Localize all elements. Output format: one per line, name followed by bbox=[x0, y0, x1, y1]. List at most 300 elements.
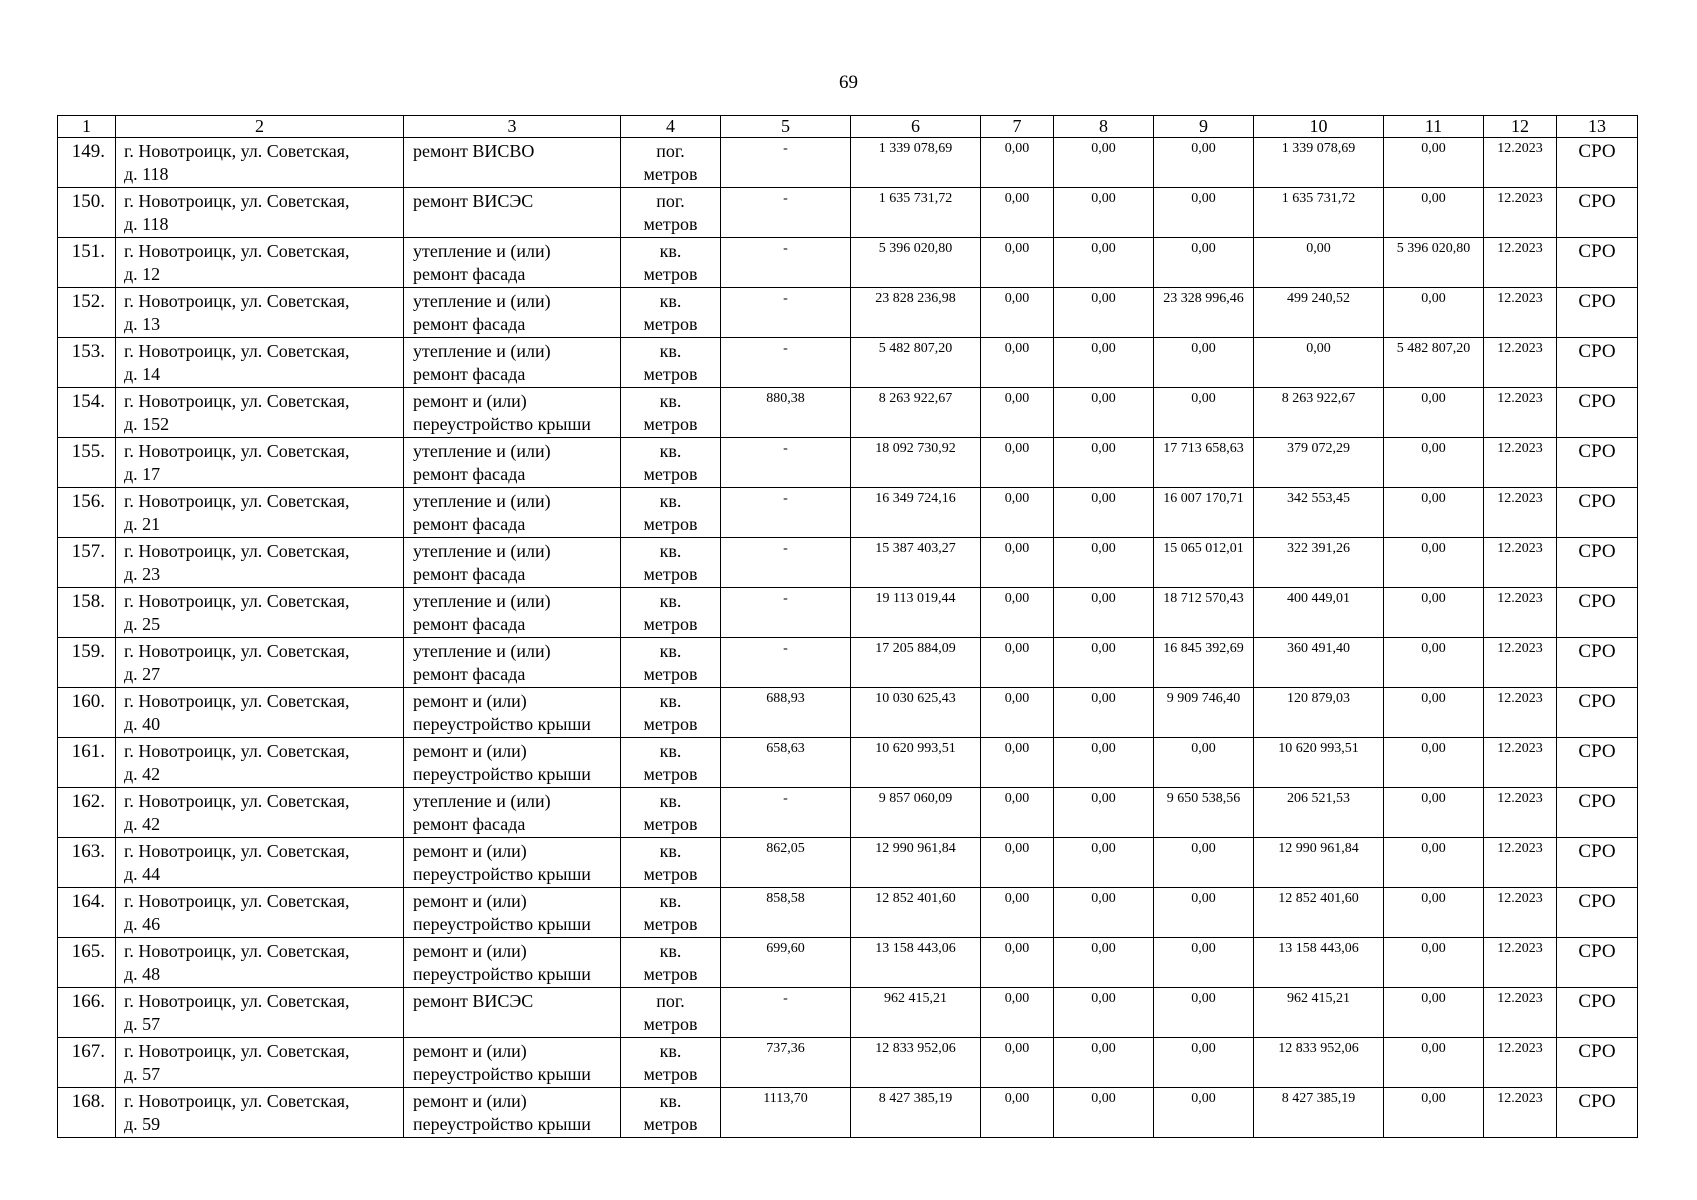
regional-cell: 0,00 bbox=[1154, 988, 1254, 1038]
total-cost-cell: 5 396 020,80 bbox=[851, 238, 981, 288]
federal-cell: 0,00 bbox=[1054, 588, 1154, 638]
unit-line: кв. bbox=[659, 291, 682, 311]
federal-cell: 0,00 bbox=[1054, 838, 1154, 888]
method-cell: СРО bbox=[1557, 588, 1638, 638]
address-line: г. Новотроицк, ул. Советская, bbox=[124, 991, 350, 1011]
method-cell: СРО bbox=[1557, 388, 1638, 438]
fund-cell: 0,00 bbox=[981, 338, 1054, 388]
work-type-line: ремонт фасада bbox=[413, 264, 526, 284]
owners-cell: 5 396 020,80 bbox=[1384, 238, 1484, 288]
unit-line: метров bbox=[643, 864, 698, 884]
unit-line: метров bbox=[643, 764, 698, 784]
address-line: д. 152 bbox=[124, 414, 170, 434]
address-line: г. Новотроицк, ул. Советская, bbox=[124, 541, 350, 561]
federal-cell: 0,00 bbox=[1054, 988, 1154, 1038]
work-type-line: ремонт фасада bbox=[413, 464, 526, 484]
table-row bbox=[58, 388, 1638, 438]
work-type-line: ремонт фасада bbox=[413, 314, 526, 334]
work-type-line: ремонт фасада bbox=[413, 814, 526, 834]
column-header: 10 bbox=[1254, 116, 1384, 138]
unit-line: кв. bbox=[659, 891, 682, 911]
address-cell bbox=[116, 138, 404, 188]
method-cell: СРО bbox=[1557, 138, 1638, 188]
method-cell: СРО bbox=[1557, 188, 1638, 238]
federal-cell: 0,00 bbox=[1054, 388, 1154, 438]
work-type-line: ремонт фасада bbox=[413, 364, 526, 384]
work-type-line: ремонт и (или) bbox=[413, 1041, 527, 1061]
work-type-cell bbox=[404, 388, 621, 438]
completion-date-cell: 12.2023 bbox=[1484, 988, 1557, 1038]
unit-line: метров bbox=[643, 614, 698, 634]
table-row bbox=[58, 238, 1638, 288]
work-type-line: переустройство крыши bbox=[413, 1064, 591, 1084]
volume-cell: - bbox=[721, 488, 851, 538]
address-line: г. Новотроицк, ул. Советская, bbox=[124, 841, 350, 861]
local-cell: 12 852 401,60 bbox=[1254, 888, 1384, 938]
unit-line: метров bbox=[643, 264, 698, 284]
work-type-line: переустройство крыши bbox=[413, 864, 591, 884]
unit-cell bbox=[621, 1038, 721, 1088]
unit-line: кв. bbox=[659, 1091, 682, 1111]
column-header: 5 bbox=[721, 116, 851, 138]
table-row bbox=[58, 1038, 1638, 1088]
method-cell: СРО bbox=[1557, 1038, 1638, 1088]
method-cell: СРО bbox=[1557, 838, 1638, 888]
unit-line: метров bbox=[643, 364, 698, 384]
regional-cell: 17 713 658,63 bbox=[1154, 438, 1254, 488]
local-cell: 379 072,29 bbox=[1254, 438, 1384, 488]
address-line: г. Новотроицк, ул. Советская, bbox=[124, 941, 350, 961]
owners-cell: 0,00 bbox=[1384, 688, 1484, 738]
unit-cell bbox=[621, 388, 721, 438]
regional-cell: 16 007 170,71 bbox=[1154, 488, 1254, 538]
total-cost-cell: 5 482 807,20 bbox=[851, 338, 981, 388]
federal-cell: 0,00 bbox=[1054, 688, 1154, 738]
unit-line: кв. bbox=[659, 841, 682, 861]
unit-cell bbox=[621, 1088, 721, 1138]
work-type-line: утепление и (или) bbox=[413, 541, 551, 561]
address-line: д. 44 bbox=[124, 864, 161, 884]
address-cell bbox=[116, 638, 404, 688]
owners-cell: 0,00 bbox=[1384, 488, 1484, 538]
completion-date-cell: 12.2023 bbox=[1484, 438, 1557, 488]
work-type-line: переустройство крыши bbox=[413, 914, 591, 934]
federal-cell: 0,00 bbox=[1054, 538, 1154, 588]
fund-cell: 0,00 bbox=[981, 938, 1054, 988]
method-cell: СРО bbox=[1557, 888, 1638, 938]
address-line: г. Новотроицк, ул. Советская, bbox=[124, 491, 350, 511]
unit-cell bbox=[621, 688, 721, 738]
address-line: г. Новотроицк, ул. Советская, bbox=[124, 241, 350, 261]
regional-cell: 0,00 bbox=[1154, 388, 1254, 438]
work-type-cell bbox=[404, 1088, 621, 1138]
table-row bbox=[58, 788, 1638, 838]
fund-cell: 0,00 bbox=[981, 588, 1054, 638]
owners-cell: 0,00 bbox=[1384, 738, 1484, 788]
column-header: 13 bbox=[1557, 116, 1638, 138]
unit-line: кв. bbox=[659, 941, 682, 961]
completion-date-cell: 12.2023 bbox=[1484, 288, 1557, 338]
table-row bbox=[58, 488, 1638, 538]
total-cost-cell: 9 857 060,09 bbox=[851, 788, 981, 838]
address-line: г. Новотроицк, ул. Советская, bbox=[124, 1041, 350, 1061]
work-type-cell bbox=[404, 238, 621, 288]
total-cost-cell: 10 620 993,51 bbox=[851, 738, 981, 788]
work-type-cell bbox=[404, 788, 621, 838]
row-number-cell: 152. bbox=[58, 288, 116, 338]
address-line: г. Новотроицк, ул. Советская, bbox=[124, 141, 350, 161]
total-cost-cell: 1 339 078,69 bbox=[851, 138, 981, 188]
work-type-line: утепление и (или) bbox=[413, 591, 551, 611]
federal-cell: 0,00 bbox=[1054, 1088, 1154, 1138]
work-type-cell bbox=[404, 888, 621, 938]
owners-cell: 0,00 bbox=[1384, 1088, 1484, 1138]
local-cell: 8 263 922,67 bbox=[1254, 388, 1384, 438]
owners-cell: 0,00 bbox=[1384, 888, 1484, 938]
work-type-line bbox=[413, 1013, 620, 1035]
method-cell: СРО bbox=[1557, 688, 1638, 738]
address-line: г. Новотроицк, ул. Советская, bbox=[124, 441, 350, 461]
unit-line: метров bbox=[643, 164, 698, 184]
row-number-cell: 158. bbox=[58, 588, 116, 638]
table-row bbox=[58, 188, 1638, 238]
total-cost-cell: 17 205 884,09 bbox=[851, 638, 981, 688]
fund-cell: 0,00 bbox=[981, 988, 1054, 1038]
volume-cell: - bbox=[721, 988, 851, 1038]
total-cost-cell: 18 092 730,92 bbox=[851, 438, 981, 488]
local-cell: 8 427 385,19 bbox=[1254, 1088, 1384, 1138]
owners-cell: 0,00 bbox=[1384, 588, 1484, 638]
regional-cell: 0,00 bbox=[1154, 938, 1254, 988]
completion-date-cell: 12.2023 bbox=[1484, 238, 1557, 288]
column-header: 3 bbox=[404, 116, 621, 138]
owners-cell: 0,00 bbox=[1384, 438, 1484, 488]
row-number-cell: 153. bbox=[58, 338, 116, 388]
address-line: д. 57 bbox=[124, 1064, 161, 1084]
owners-cell: 0,00 bbox=[1384, 188, 1484, 238]
unit-line: пог. bbox=[656, 991, 685, 1011]
fund-cell: 0,00 bbox=[981, 288, 1054, 338]
work-type-cell bbox=[404, 738, 621, 788]
unit-line: метров bbox=[643, 314, 698, 334]
owners-cell: 0,00 bbox=[1384, 288, 1484, 338]
unit-cell bbox=[621, 738, 721, 788]
completion-date-cell: 12.2023 bbox=[1484, 688, 1557, 738]
total-cost-cell: 8 263 922,67 bbox=[851, 388, 981, 438]
address-line: д. 21 bbox=[124, 514, 161, 534]
work-type-line: ремонт и (или) bbox=[413, 891, 527, 911]
work-type-cell bbox=[404, 938, 621, 988]
fund-cell: 0,00 bbox=[981, 838, 1054, 888]
unit-line: кв. bbox=[659, 541, 682, 561]
volume-cell: 858,58 bbox=[721, 888, 851, 938]
work-type-line: переустройство крыши bbox=[413, 964, 591, 984]
total-cost-cell: 19 113 019,44 bbox=[851, 588, 981, 638]
work-type-line: ремонт и (или) bbox=[413, 1091, 527, 1111]
work-type-line: утепление и (или) bbox=[413, 241, 551, 261]
table-row bbox=[58, 638, 1638, 688]
total-cost-cell: 16 349 724,16 bbox=[851, 488, 981, 538]
address-line: д. 118 bbox=[124, 214, 169, 234]
completion-date-cell: 12.2023 bbox=[1484, 488, 1557, 538]
owners-cell: 5 482 807,20 bbox=[1384, 338, 1484, 388]
regional-cell: 15 065 012,01 bbox=[1154, 538, 1254, 588]
work-type-cell bbox=[404, 488, 621, 538]
address-cell bbox=[116, 188, 404, 238]
completion-date-cell: 12.2023 bbox=[1484, 138, 1557, 188]
fund-cell: 0,00 bbox=[981, 438, 1054, 488]
row-number-cell: 149. bbox=[58, 138, 116, 188]
completion-date-cell: 12.2023 bbox=[1484, 788, 1557, 838]
volume-cell: - bbox=[721, 538, 851, 588]
federal-cell: 0,00 bbox=[1054, 188, 1154, 238]
regional-cell: 9 909 746,40 bbox=[1154, 688, 1254, 738]
federal-cell: 0,00 bbox=[1054, 338, 1154, 388]
work-type-line: ремонт фасада bbox=[413, 664, 526, 684]
column-header: 6 bbox=[851, 116, 981, 138]
completion-date-cell: 12.2023 bbox=[1484, 188, 1557, 238]
address-line: д. 27 bbox=[124, 664, 161, 684]
volume-cell: 688,93 bbox=[721, 688, 851, 738]
work-type-cell bbox=[404, 338, 621, 388]
local-cell: 0,00 bbox=[1254, 238, 1384, 288]
work-type-cell bbox=[404, 688, 621, 738]
address-cell bbox=[116, 238, 404, 288]
unit-line: кв. bbox=[659, 791, 682, 811]
work-type-cell bbox=[404, 538, 621, 588]
unit-line: метров bbox=[643, 714, 698, 734]
work-type-line: утепление и (или) bbox=[413, 341, 551, 361]
method-cell: СРО bbox=[1557, 938, 1638, 988]
address-line: г. Новотроицк, ул. Советская, bbox=[124, 791, 350, 811]
unit-line: кв. bbox=[659, 341, 682, 361]
regional-cell: 9 650 538,56 bbox=[1154, 788, 1254, 838]
volume-cell: - bbox=[721, 138, 851, 188]
method-cell: СРО bbox=[1557, 488, 1638, 538]
owners-cell: 0,00 bbox=[1384, 838, 1484, 888]
row-number-cell: 151. bbox=[58, 238, 116, 288]
unit-line: метров bbox=[643, 1014, 698, 1034]
owners-cell: 0,00 bbox=[1384, 988, 1484, 1038]
address-cell bbox=[116, 538, 404, 588]
row-number-cell: 156. bbox=[58, 488, 116, 538]
local-cell: 12 833 952,06 bbox=[1254, 1038, 1384, 1088]
unit-cell bbox=[621, 788, 721, 838]
volume-cell: 862,05 bbox=[721, 838, 851, 888]
local-cell: 0,00 bbox=[1254, 338, 1384, 388]
completion-date-cell: 12.2023 bbox=[1484, 588, 1557, 638]
row-number-cell: 163. bbox=[58, 838, 116, 888]
table-row bbox=[58, 738, 1638, 788]
completion-date-cell: 12.2023 bbox=[1484, 538, 1557, 588]
fund-cell: 0,00 bbox=[981, 638, 1054, 688]
address-line: г. Новотроицк, ул. Советская, bbox=[124, 191, 350, 211]
volume-cell: 699,60 bbox=[721, 938, 851, 988]
volume-cell: 1113,70 bbox=[721, 1088, 851, 1138]
completion-date-cell: 12.2023 bbox=[1484, 388, 1557, 438]
column-header: 12 bbox=[1484, 116, 1557, 138]
work-type-cell bbox=[404, 838, 621, 888]
column-header: 1 bbox=[58, 116, 116, 138]
column-header: 4 bbox=[621, 116, 721, 138]
fund-cell: 0,00 bbox=[981, 888, 1054, 938]
volume-cell: - bbox=[721, 188, 851, 238]
regional-cell: 0,00 bbox=[1154, 338, 1254, 388]
address-cell bbox=[116, 488, 404, 538]
fund-cell: 0,00 bbox=[981, 188, 1054, 238]
unit-cell bbox=[621, 588, 721, 638]
method-cell: СРО bbox=[1557, 638, 1638, 688]
work-type-line: утепление и (или) bbox=[413, 791, 551, 811]
volume-cell: - bbox=[721, 588, 851, 638]
work-type-cell bbox=[404, 288, 621, 338]
unit-line: метров bbox=[643, 564, 698, 584]
table-row bbox=[58, 938, 1638, 988]
unit-cell bbox=[621, 888, 721, 938]
total-cost-cell: 12 852 401,60 bbox=[851, 888, 981, 938]
fund-cell: 0,00 bbox=[981, 1088, 1054, 1138]
regional-cell: 16 845 392,69 bbox=[1154, 638, 1254, 688]
volume-cell: - bbox=[721, 438, 851, 488]
unit-cell bbox=[621, 838, 721, 888]
method-cell: СРО bbox=[1557, 1088, 1638, 1138]
unit-cell bbox=[621, 288, 721, 338]
table-header-row bbox=[58, 116, 1638, 138]
unit-line: кв. bbox=[659, 241, 682, 261]
column-header: 8 bbox=[1054, 116, 1154, 138]
unit-cell bbox=[621, 238, 721, 288]
work-type-line bbox=[413, 213, 620, 235]
address-cell bbox=[116, 588, 404, 638]
method-cell: СРО bbox=[1557, 788, 1638, 838]
unit-line: метров bbox=[643, 414, 698, 434]
fund-cell: 0,00 bbox=[981, 1038, 1054, 1088]
address-cell bbox=[116, 1088, 404, 1138]
address-line: д. 42 bbox=[124, 814, 161, 834]
address-line: д. 48 bbox=[124, 964, 161, 984]
row-number-cell: 150. bbox=[58, 188, 116, 238]
owners-cell: 0,00 bbox=[1384, 388, 1484, 438]
total-cost-cell: 15 387 403,27 bbox=[851, 538, 981, 588]
unit-cell bbox=[621, 538, 721, 588]
local-cell: 499 240,52 bbox=[1254, 288, 1384, 338]
total-cost-cell: 12 833 952,06 bbox=[851, 1038, 981, 1088]
local-cell: 12 990 961,84 bbox=[1254, 838, 1384, 888]
work-type-line: ремонт и (или) bbox=[413, 741, 527, 761]
method-cell: СРО bbox=[1557, 538, 1638, 588]
method-cell: СРО bbox=[1557, 288, 1638, 338]
total-cost-cell: 13 158 443,06 bbox=[851, 938, 981, 988]
fund-cell: 0,00 bbox=[981, 538, 1054, 588]
owners-cell: 0,00 bbox=[1384, 938, 1484, 988]
method-cell: СРО bbox=[1557, 438, 1638, 488]
method-cell: СРО bbox=[1557, 738, 1638, 788]
work-type-line: переустройство крыши bbox=[413, 1114, 591, 1134]
total-cost-cell: 1 635 731,72 bbox=[851, 188, 981, 238]
unit-line: метров bbox=[643, 1064, 698, 1084]
row-number-cell: 166. bbox=[58, 988, 116, 1038]
address-line: д. 25 bbox=[124, 614, 161, 634]
fund-cell: 0,00 bbox=[981, 388, 1054, 438]
owners-cell: 0,00 bbox=[1384, 138, 1484, 188]
total-cost-cell: 10 030 625,43 bbox=[851, 688, 981, 738]
owners-cell: 0,00 bbox=[1384, 1038, 1484, 1088]
federal-cell: 0,00 bbox=[1054, 938, 1154, 988]
address-cell bbox=[116, 688, 404, 738]
work-type-line: утепление и (или) bbox=[413, 291, 551, 311]
work-type-cell bbox=[404, 188, 621, 238]
federal-cell: 0,00 bbox=[1054, 638, 1154, 688]
federal-cell: 0,00 bbox=[1054, 488, 1154, 538]
local-cell: 962 415,21 bbox=[1254, 988, 1384, 1038]
row-number-cell: 162. bbox=[58, 788, 116, 838]
work-type-line: ремонт фасада bbox=[413, 564, 526, 584]
address-line: д. 57 bbox=[124, 1014, 161, 1034]
unit-cell bbox=[621, 938, 721, 988]
local-cell: 13 158 443,06 bbox=[1254, 938, 1384, 988]
unit-line: метров bbox=[643, 664, 698, 684]
volume-cell: - bbox=[721, 238, 851, 288]
table-row bbox=[58, 438, 1638, 488]
address-cell bbox=[116, 388, 404, 438]
address-line: д. 13 bbox=[124, 314, 161, 334]
fund-cell: 0,00 bbox=[981, 738, 1054, 788]
address-line: д. 59 bbox=[124, 1114, 161, 1134]
work-type-line: ремонт и (или) bbox=[413, 841, 527, 861]
table-row bbox=[58, 588, 1638, 638]
unit-cell bbox=[621, 338, 721, 388]
local-cell: 400 449,01 bbox=[1254, 588, 1384, 638]
fund-cell: 0,00 bbox=[981, 688, 1054, 738]
federal-cell: 0,00 bbox=[1054, 238, 1154, 288]
unit-line: пог. bbox=[656, 191, 685, 211]
unit-line: метров bbox=[643, 214, 698, 234]
federal-cell: 0,00 bbox=[1054, 788, 1154, 838]
address-line: д. 118 bbox=[124, 164, 169, 184]
unit-cell bbox=[621, 988, 721, 1038]
completion-date-cell: 12.2023 bbox=[1484, 1088, 1557, 1138]
work-type-line: переустройство крыши bbox=[413, 764, 591, 784]
address-line: г. Новотроицк, ул. Советская, bbox=[124, 691, 350, 711]
address-line: г. Новотроицк, ул. Советская, bbox=[124, 341, 350, 361]
fund-cell: 0,00 bbox=[981, 238, 1054, 288]
total-cost-cell: 8 427 385,19 bbox=[851, 1088, 981, 1138]
regional-cell: 23 328 996,46 bbox=[1154, 288, 1254, 338]
local-cell: 342 553,45 bbox=[1254, 488, 1384, 538]
local-cell: 206 521,53 bbox=[1254, 788, 1384, 838]
row-number-cell: 167. bbox=[58, 1038, 116, 1088]
unit-line: метров bbox=[643, 914, 698, 934]
unit-line: кв. bbox=[659, 391, 682, 411]
address-cell bbox=[116, 938, 404, 988]
local-cell: 322 391,26 bbox=[1254, 538, 1384, 588]
regional-cell: 0,00 bbox=[1154, 188, 1254, 238]
fund-cell: 0,00 bbox=[981, 488, 1054, 538]
address-cell bbox=[116, 288, 404, 338]
work-type-cell bbox=[404, 438, 621, 488]
table-row bbox=[58, 138, 1638, 188]
regional-cell: 0,00 bbox=[1154, 1038, 1254, 1088]
row-number-cell: 160. bbox=[58, 688, 116, 738]
method-cell: СРО bbox=[1557, 338, 1638, 388]
local-cell: 360 491,40 bbox=[1254, 638, 1384, 688]
unit-line: пог. bbox=[656, 141, 685, 161]
method-cell: СРО bbox=[1557, 988, 1638, 1038]
regional-cell: 0,00 bbox=[1154, 1088, 1254, 1138]
address-line: г. Новотроицк, ул. Советская, bbox=[124, 1091, 350, 1111]
row-number-cell: 161. bbox=[58, 738, 116, 788]
column-header: 11 bbox=[1384, 116, 1484, 138]
